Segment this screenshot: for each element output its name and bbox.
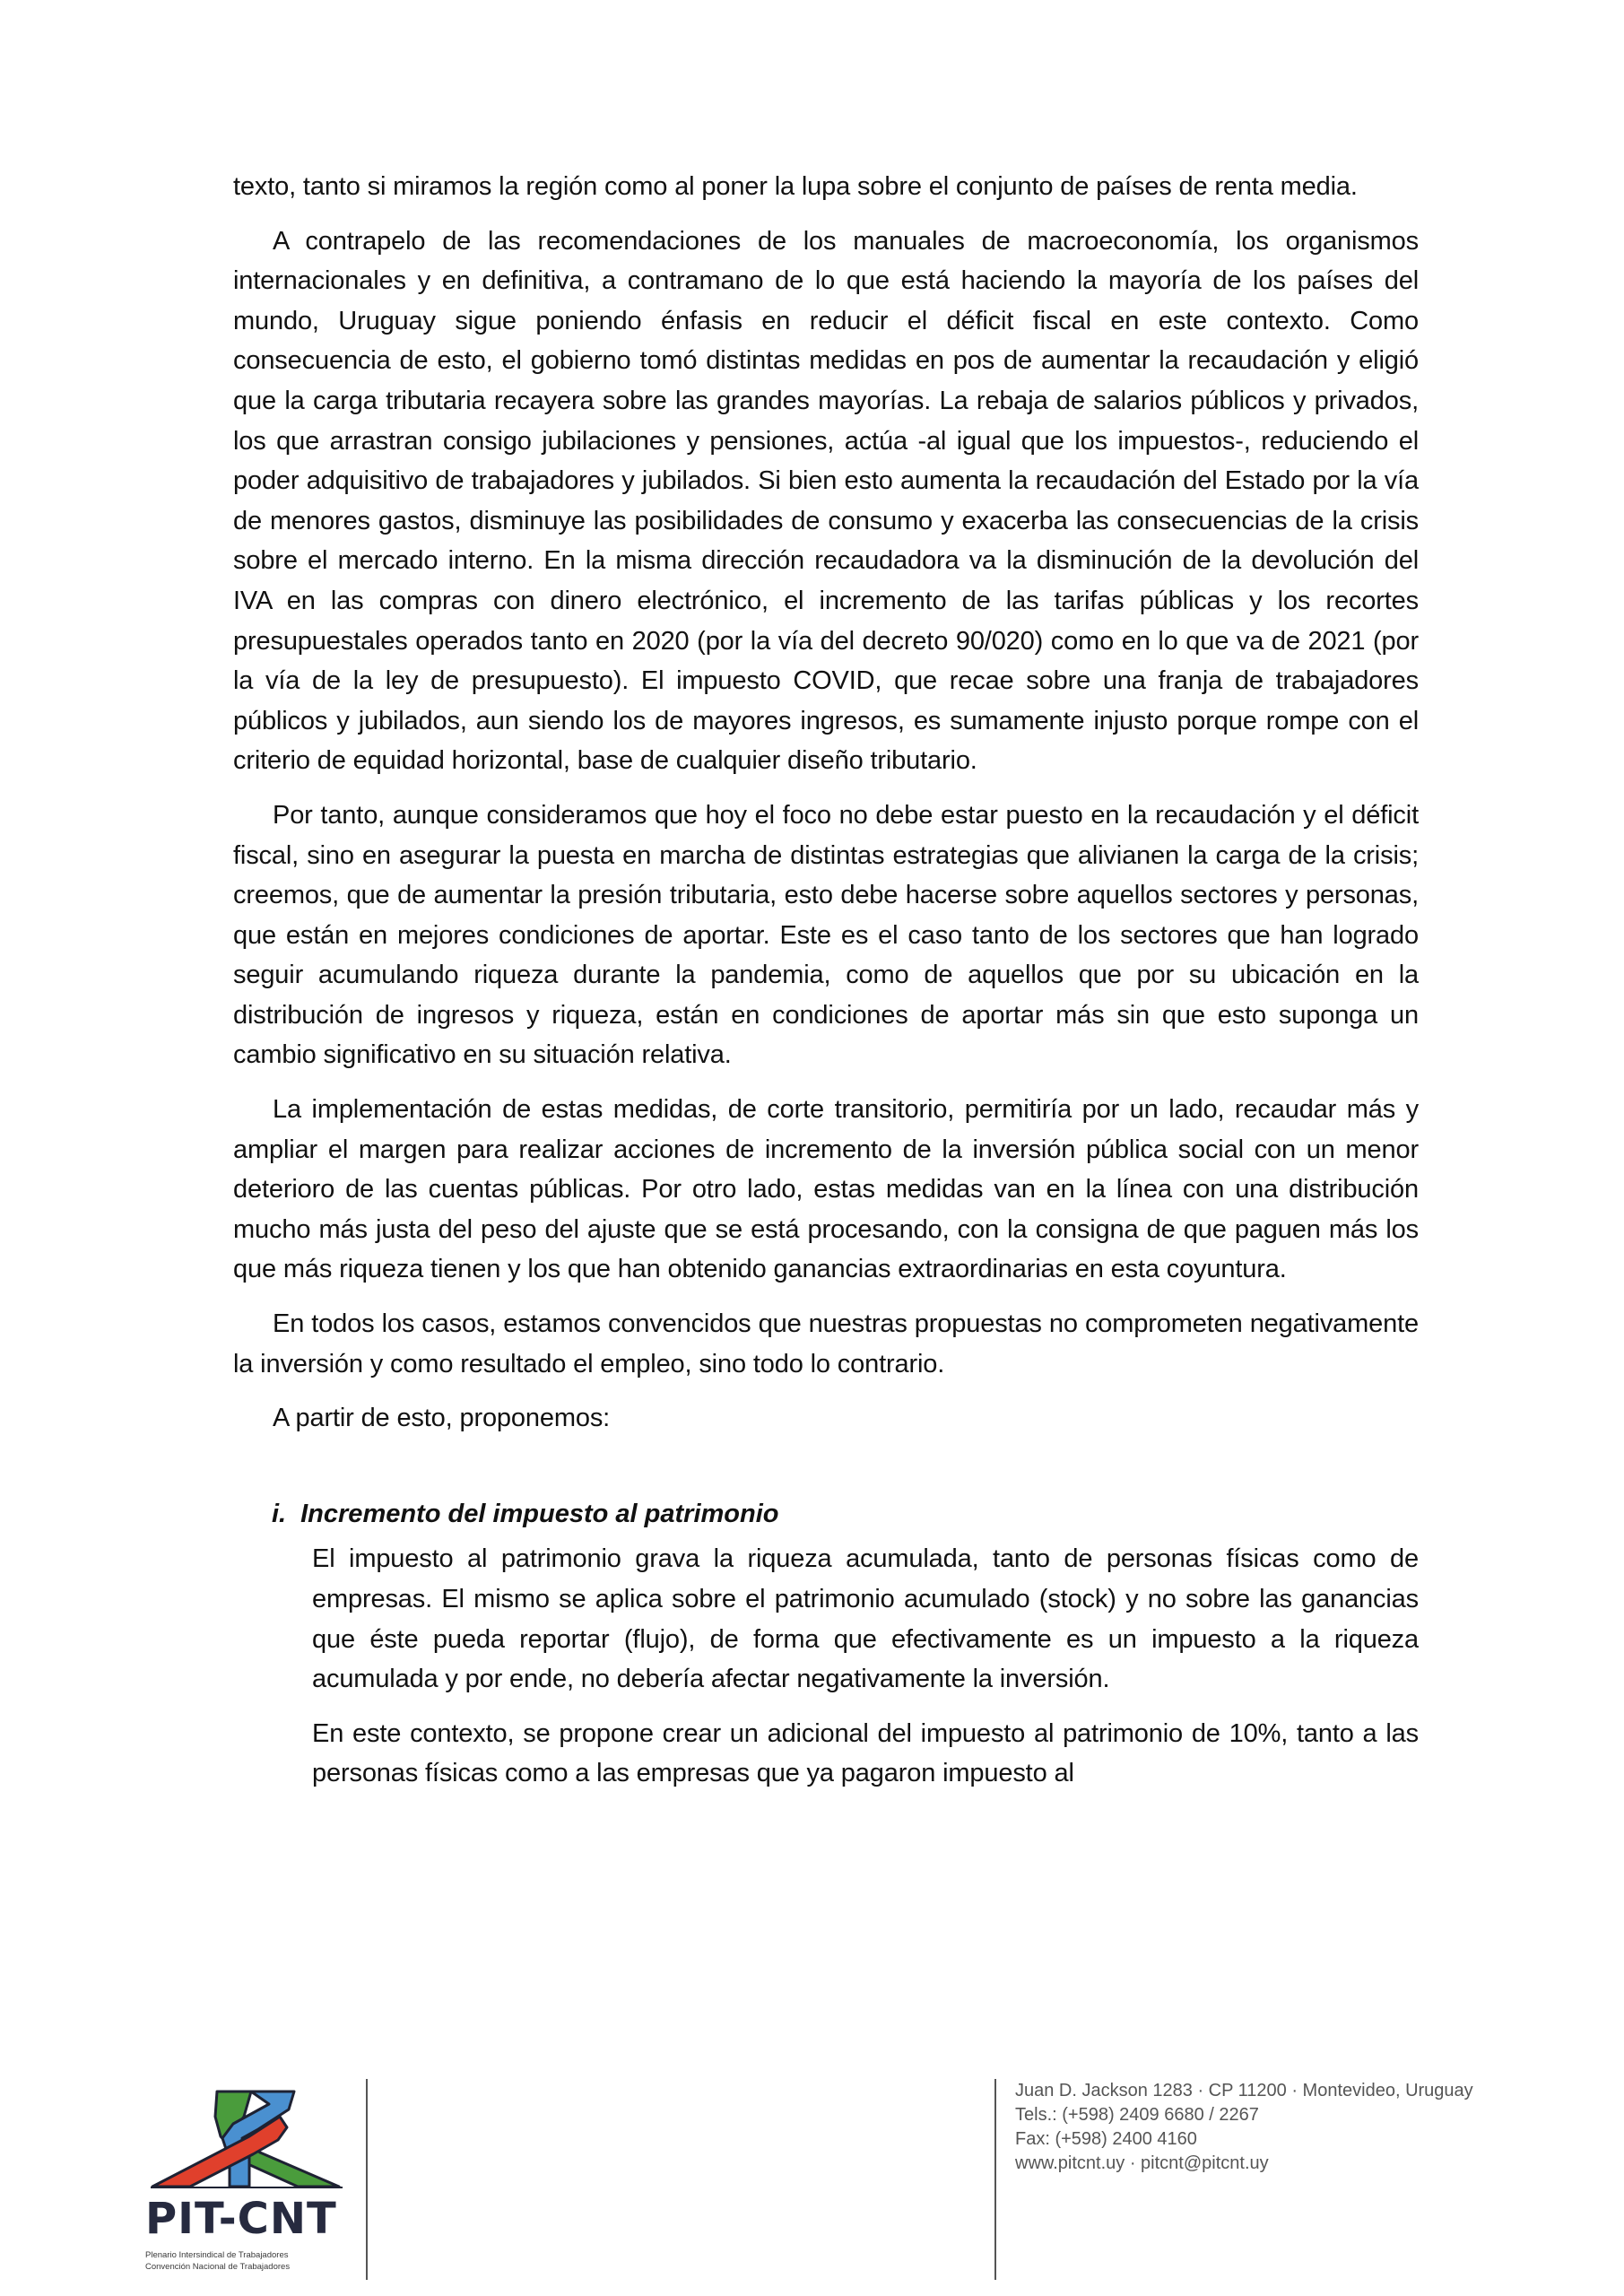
paragraph-proposal-intro: A partir de esto, proponemos: xyxy=(273,1404,611,1433)
paragraph-investment: En todos los casos, estamos convencidos que nuestras propuestas no comprometen negativamente la inversión y como resultado el empleo, sino todo lo contrario. xyxy=(233,1309,1419,1378)
paragraph-fiscal-policy: A contrapelo de las recomendaciones de los manuales de macroeconomía, los organismos internacionales y en definitiva, a contramano de lo que está haciendo la mayoría de los países del mundo, Uruguay sigue poniendo énfasis en reducir el déficit fiscal en este contexto. Como consecuencia de esto, el gobierno tomó distintas medidas en pos de aumentar la recaudación y eligió que la carga tributaria recayera sobre las grandes mayorías. La rebaja de salarios públicos y privados, los que arrastran consigo jubilaciones y pensiones, actúa -al igual que los impuestos-, reduciendo el poder adquisitivo de trabajadores y jubilados. Si bien esto aumenta la recaudación del Estado por la vía de menores gastos, disminuye las posibilidades de consumo y exacerba las consecuencias de la crisis sobre el mercado interno. En la misma dirección recaudadora va la disminución de la devolución del IVA en las compras con dinero electrónico, el incremento de las tarifas públicas y los recortes presupuestales operados tanto en 2020 (por la vía del decreto 90/020) como en lo que va de 2021 (por la vía de la ley de presupuesto). El impuesto COVID, que recae sobre una franja de trabajadores públicos y jubilados, aun siendo los de mayores ingresos, es sumamente injusto porque rompe con el criterio de equidad horizontal, base de cualquier diseño tributario. xyxy=(233,226,1419,776)
logo-subtitle-convencion: Convención Nacional de Trabajadores xyxy=(145,2262,291,2272)
paragraph-transitory-measures: La implementación de estas medidas, de corte transitorio, permitiría por un lado, recaudar más y ampliar el margen para realizar acciones de incremento de la inversión pública social con un menor deterioro de las cuentas públicas. Por otro lado, estas medidas van en la línea con una distribución mucho más justa del peso del ajuste que se está procesando, con la consigna de que paguen más los que más riqueza tienen y los que han obtenido ganancias extraordinarias en esta coyuntura. xyxy=(233,1095,1419,1284)
logo-wordmark: PIT-CNT xyxy=(145,2194,337,2244)
paragraph-wealth-tax-proposal: En este contexto, se propone crear un adicional del impuesto al patrimonio de 10%, tanto a las personas físicas como a las empresas que ya pagaron impuesto al xyxy=(312,1718,1419,1788)
pit-cnt-logo xyxy=(143,2081,359,2289)
section-heading-patrimonio xyxy=(272,1494,1419,1535)
logo-subtitle-plenario: Plenario Intersindical de Trabajadores xyxy=(145,2250,289,2260)
braided-rope-logo-icon xyxy=(143,2081,359,2197)
page-footer xyxy=(0,2063,1624,2296)
contact-fax: Fax: (+598) 2400 4160 xyxy=(1015,2129,1197,2149)
contact-phones: Tels.: (+598) 2409 6680 / 2267 xyxy=(1015,2105,1259,2125)
paragraph-continuation: texto, tanto si miramos la región como al poner la lupa sobre el conjunto de países de renta media. xyxy=(233,172,1358,201)
footer-divider-left xyxy=(366,2079,368,2280)
section-numeral: i. xyxy=(272,1499,287,1528)
document-body xyxy=(233,167,1419,1808)
contact-block xyxy=(1015,2079,1473,2176)
contact-address: Juan D. Jackson 1283 · CP 11200 · Montevideo, Uruguay xyxy=(1015,2081,1473,2100)
contact-web-email[interactable]: www.pitcnt.uy · pitcnt@pitcnt.uy xyxy=(1015,2153,1269,2173)
section-title: Incremento del impuesto al patrimonio xyxy=(300,1499,779,1528)
footer-divider-right xyxy=(994,2079,996,2280)
paragraph-tax-burden: Por tanto, aunque consideramos que hoy el foco no debe estar puesto en la recaudación y el déficit fiscal, sino en asegurar la puesta en marcha de distintas estrategias que alivianen la carga de la crisis; creemos, que de aumentar la presión tributaria, esto debe hacerse sobre aquellos sectores y personas, que están en mejores condiciones de aportar. Este es el caso tanto de los sectores que han logrado seguir acumulando riqueza durante la pandemia, como de aquellos que por su ubicación en la distribución de ingresos y riqueza, están en condiciones de aportar más sin que esto suponga un cambio significativo en su situación relativa. xyxy=(233,800,1419,1070)
paragraph-wealth-tax-definition: El impuesto al patrimonio grava la riqueza acumulada, tanto de personas físicas como de empresas. El mismo se aplica sobre el patrimonio acumulado (stock) y no sobre las ganancias que éste pueda reportar (flujo), de forma que efectivamente es un impuesto a la riqueza acumulada y por ende, no debería afectar negativamente la inversión. xyxy=(312,1544,1419,1694)
section-body-patrimonio xyxy=(312,1539,1419,1794)
